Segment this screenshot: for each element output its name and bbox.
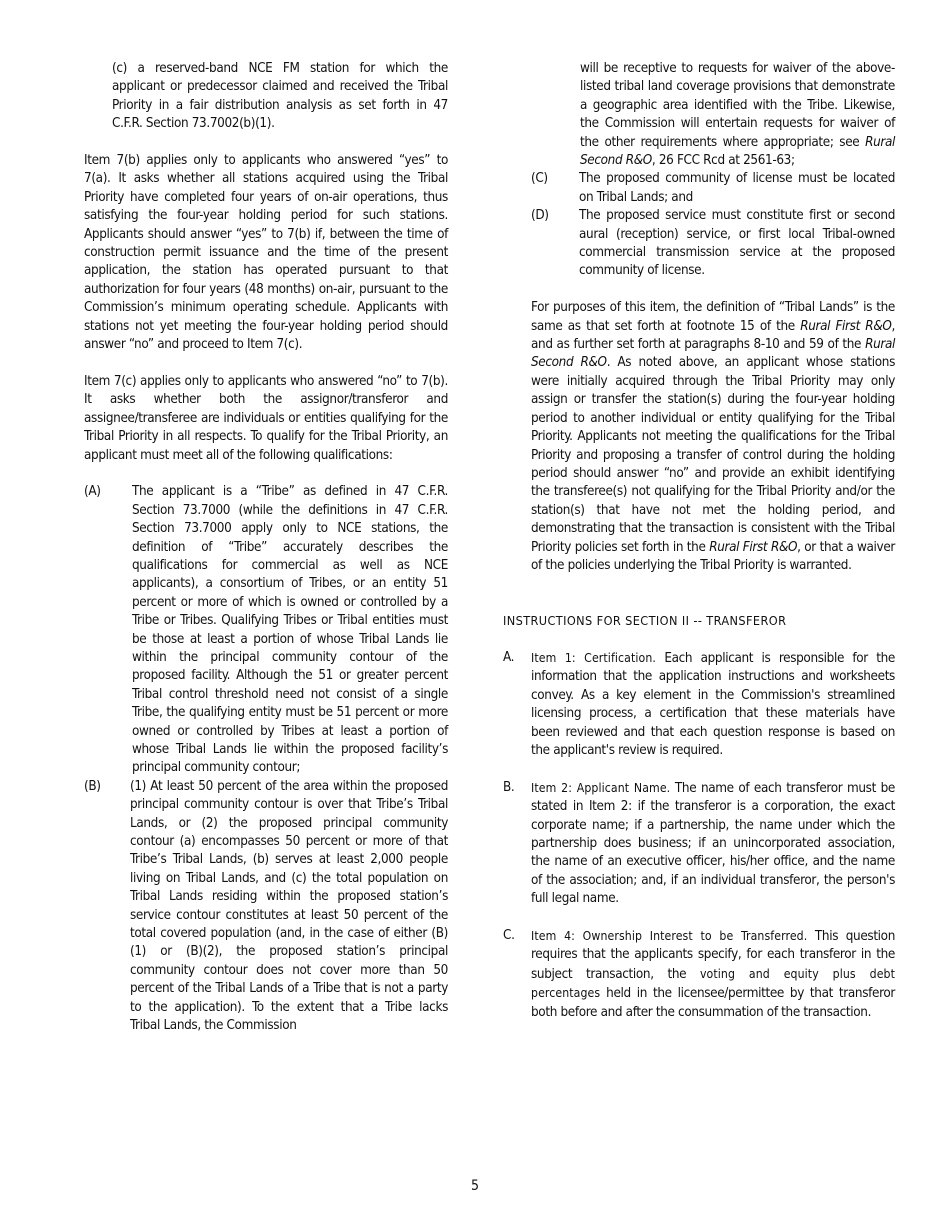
instruction-c-body-2: held in the licensee/permittee by that transferor both before and after the consummation of the transaction. xyxy=(531,986,895,1020)
instruction-b-heading: Item 2: Applicant Name. xyxy=(531,780,671,795)
qualification-c-text: The proposed community of license must be located on Tribal Lands; and xyxy=(579,171,895,205)
qualification-b-continued xyxy=(580,60,895,170)
tribal-lands-text-1: For purposes of this item, the definition of “Tribal Lands” is the same as that set forth at footnote 15 of the xyxy=(531,300,895,334)
qualification-b-label: (B) xyxy=(84,778,101,794)
qualification-d-label: (D) xyxy=(531,208,549,224)
instruction-c-text xyxy=(531,927,895,1022)
citation-rural-second: Rural Second R&O xyxy=(580,134,895,169)
citation-rural-first-1: Rural First R&O xyxy=(800,318,892,334)
instruction-c-body-1: This question requires that the applicants specify, for each transferor in the subject transaction, the xyxy=(531,929,895,982)
item-7a-subitem-c: (c) a reserved-band NCE FM station for which the applicant or predecessor claimed and received the Tribal Priority in a fair distribution analysis as set forth in 47 C.F.R. Section 73.7002(b)(1). xyxy=(112,61,448,132)
qualification-a-label: (A) xyxy=(84,484,101,500)
qualification-b xyxy=(84,778,448,1036)
section-ii-heading: INSTRUCTIONS FOR SECTION II -- TRANSFEROR xyxy=(503,613,787,629)
instruction-a xyxy=(503,649,895,760)
qualification-c xyxy=(531,170,895,207)
qualification-a xyxy=(84,483,448,778)
item-7c-paragraph: Item 7(c) applies only to applicants who answered “no” to 7(b). It asks whether both the assignor/transferor and assignee/transferee are individuals or entities qualifying for the Tribal Priority in all respects. To qualify for the Tribal Priority, an applicant must meet all of the following qualifications: xyxy=(84,373,448,463)
instruction-b-label: B. xyxy=(503,779,515,795)
citation-rural-first-2: Rural First R&O xyxy=(709,539,798,555)
qualification-b-continued-text: will be receptive to requests for waiver of the above-listed tribal land coverage provisions that demonstrate a geographic area identified with the Tribe. Likewise, the Commission will entertain requests for waiver of the other requirements where appropriate; see xyxy=(580,61,895,150)
instruction-a-body: Each applicant is responsible for the information that the application instructions and worksheets convey. As a key element in the Commission's streamlined licensing process, a certification that these materials have been reviewed and that each question response is based on the applicant's review is required. xyxy=(531,650,895,758)
tribal-lands-paragraph xyxy=(531,299,895,575)
right-column xyxy=(503,60,895,1022)
instruction-a-label: A. xyxy=(503,649,515,665)
qualification-d xyxy=(531,207,895,281)
instruction-c-label: C. xyxy=(503,928,515,944)
tribal-lands-text-2: , and as further set forth at paragraphs 8-10 and 59 of the xyxy=(531,318,895,353)
item-7b-paragraph: Item 7(b) applies only to applicants who answered “yes” to 7(a). It asks whether all stations acquired using the Tribal Priority have completed four years of on-air operations, thus satisfying the four-year holding period for such stations. Applicants should answer “yes” to 7(b) if, between the time of construction permit issuance and the time of the present application, the station has operated pursuant to that authorization for four years (48 months) on-air, pursuant to the Commission’s minimum operating schedule. Applicants with stations not yet meeting the four-year holding period should answer “no” and proceed to Item 7(c). xyxy=(84,153,448,353)
page-number: 5 xyxy=(470,1178,479,1194)
tribal-lands-text-3: . As noted above, an applicant whose stations were initially acquired through the Tribal Priority may only assign or transfer the station(s) during the four-year holding period to another individual or entity qualifying for the Tribal Priority. Applicants not meeting the qualifications for the Tribal Priority and proposing a transfer of control during the holding period should answer “no” and provide an exhibit identifying the transferee(s) not qualifying for the Tribal Priority and/or the station(s) that have not met the holding period, and demonstrating that the transaction is consistent with the Tribal Priority policies set forth in the xyxy=(531,355,895,555)
tribal-lands-text-4: , or that a waiver of the policies underlying the Tribal Priority is warranted. xyxy=(531,539,895,573)
citation-rural-second-2: Rural Second R&O xyxy=(531,337,895,371)
qualification-b-continued-end: , 26 FCC Rcd at 2561-63; xyxy=(651,153,795,169)
instruction-b xyxy=(503,779,895,909)
left-column xyxy=(84,60,448,1035)
instruction-c xyxy=(503,927,895,1022)
qualification-a-text: The applicant is a “Tribe” as defined in 47 C.F.R. Section 73.7000 (while the definitions in 47 C.F.R. Section 73.7000 apply only to NCE stations, the definition of “Tribe” accurately describes the qualifications for commercial as well as NCE applicants), a consortium of Tribes, or an entity 51 percent or more of which is owned or controlled by a Tribe or Tribes. Qualifying Tribes or Tribal entities must be those at least a portion of whose Tribal Lands lie within the principal community contour of the proposed facility. Although the 51 or greater percent Tribal control threshold need not consist of a single Tribe, the qualifying entity must be 51 percent or more owned or controlled by Tribes at least a portion of whose Tribal Lands lie within the proposed facility’s principal community contour; xyxy=(132,484,448,776)
instruction-c-percentages: voting and equity plus debt percentages xyxy=(531,966,895,1001)
instruction-a-text xyxy=(531,649,895,760)
instruction-a-heading: Item 1: Certification. xyxy=(531,650,656,665)
qualification-b-text: (1) At least 50 percent of the area within the proposed principal community contour is over that Tribe’s Tribal Lands, or (2) the proposed principal community contour (a) encompasses 50 percent or more of that Tribe’s Tribal Lands, (b) serves at least 2,000 people living on Tribal Lands, and (c) the total population on Tribal Lands residing within the proposed station’s service contour constitutes at least 50 percent of the total covered population (and, in the case of either (B)(1) or (B)(2), the proposed station’s principal community contour does not cover more than 50 percent of the Tribal Lands of a Tribe that is not a party to the application). To the extent that a Tribe lacks Tribal Lands, the Commission xyxy=(130,778,448,1034)
instruction-b-text xyxy=(531,779,895,909)
instruction-c-heading: Item 4: Ownership Interest to be Transferred. xyxy=(531,929,808,944)
instruction-b-body: The name of each transferor must be stated in Item 2: if the transferor is a corporation, the exact corporate name; if a partnership, the name under which the partnership does business; if an unincorporated association, the name of an executive officer, his/her office, and the name of the association; and, if an individual transferor, the person's full legal name. xyxy=(531,780,895,907)
qualification-d-text: The proposed service must constitute first or second aural (reception) service, or first local Tribal-owned commercial transmission service at the proposed community of license. xyxy=(579,208,895,279)
qualification-c-label: (C) xyxy=(531,171,548,187)
